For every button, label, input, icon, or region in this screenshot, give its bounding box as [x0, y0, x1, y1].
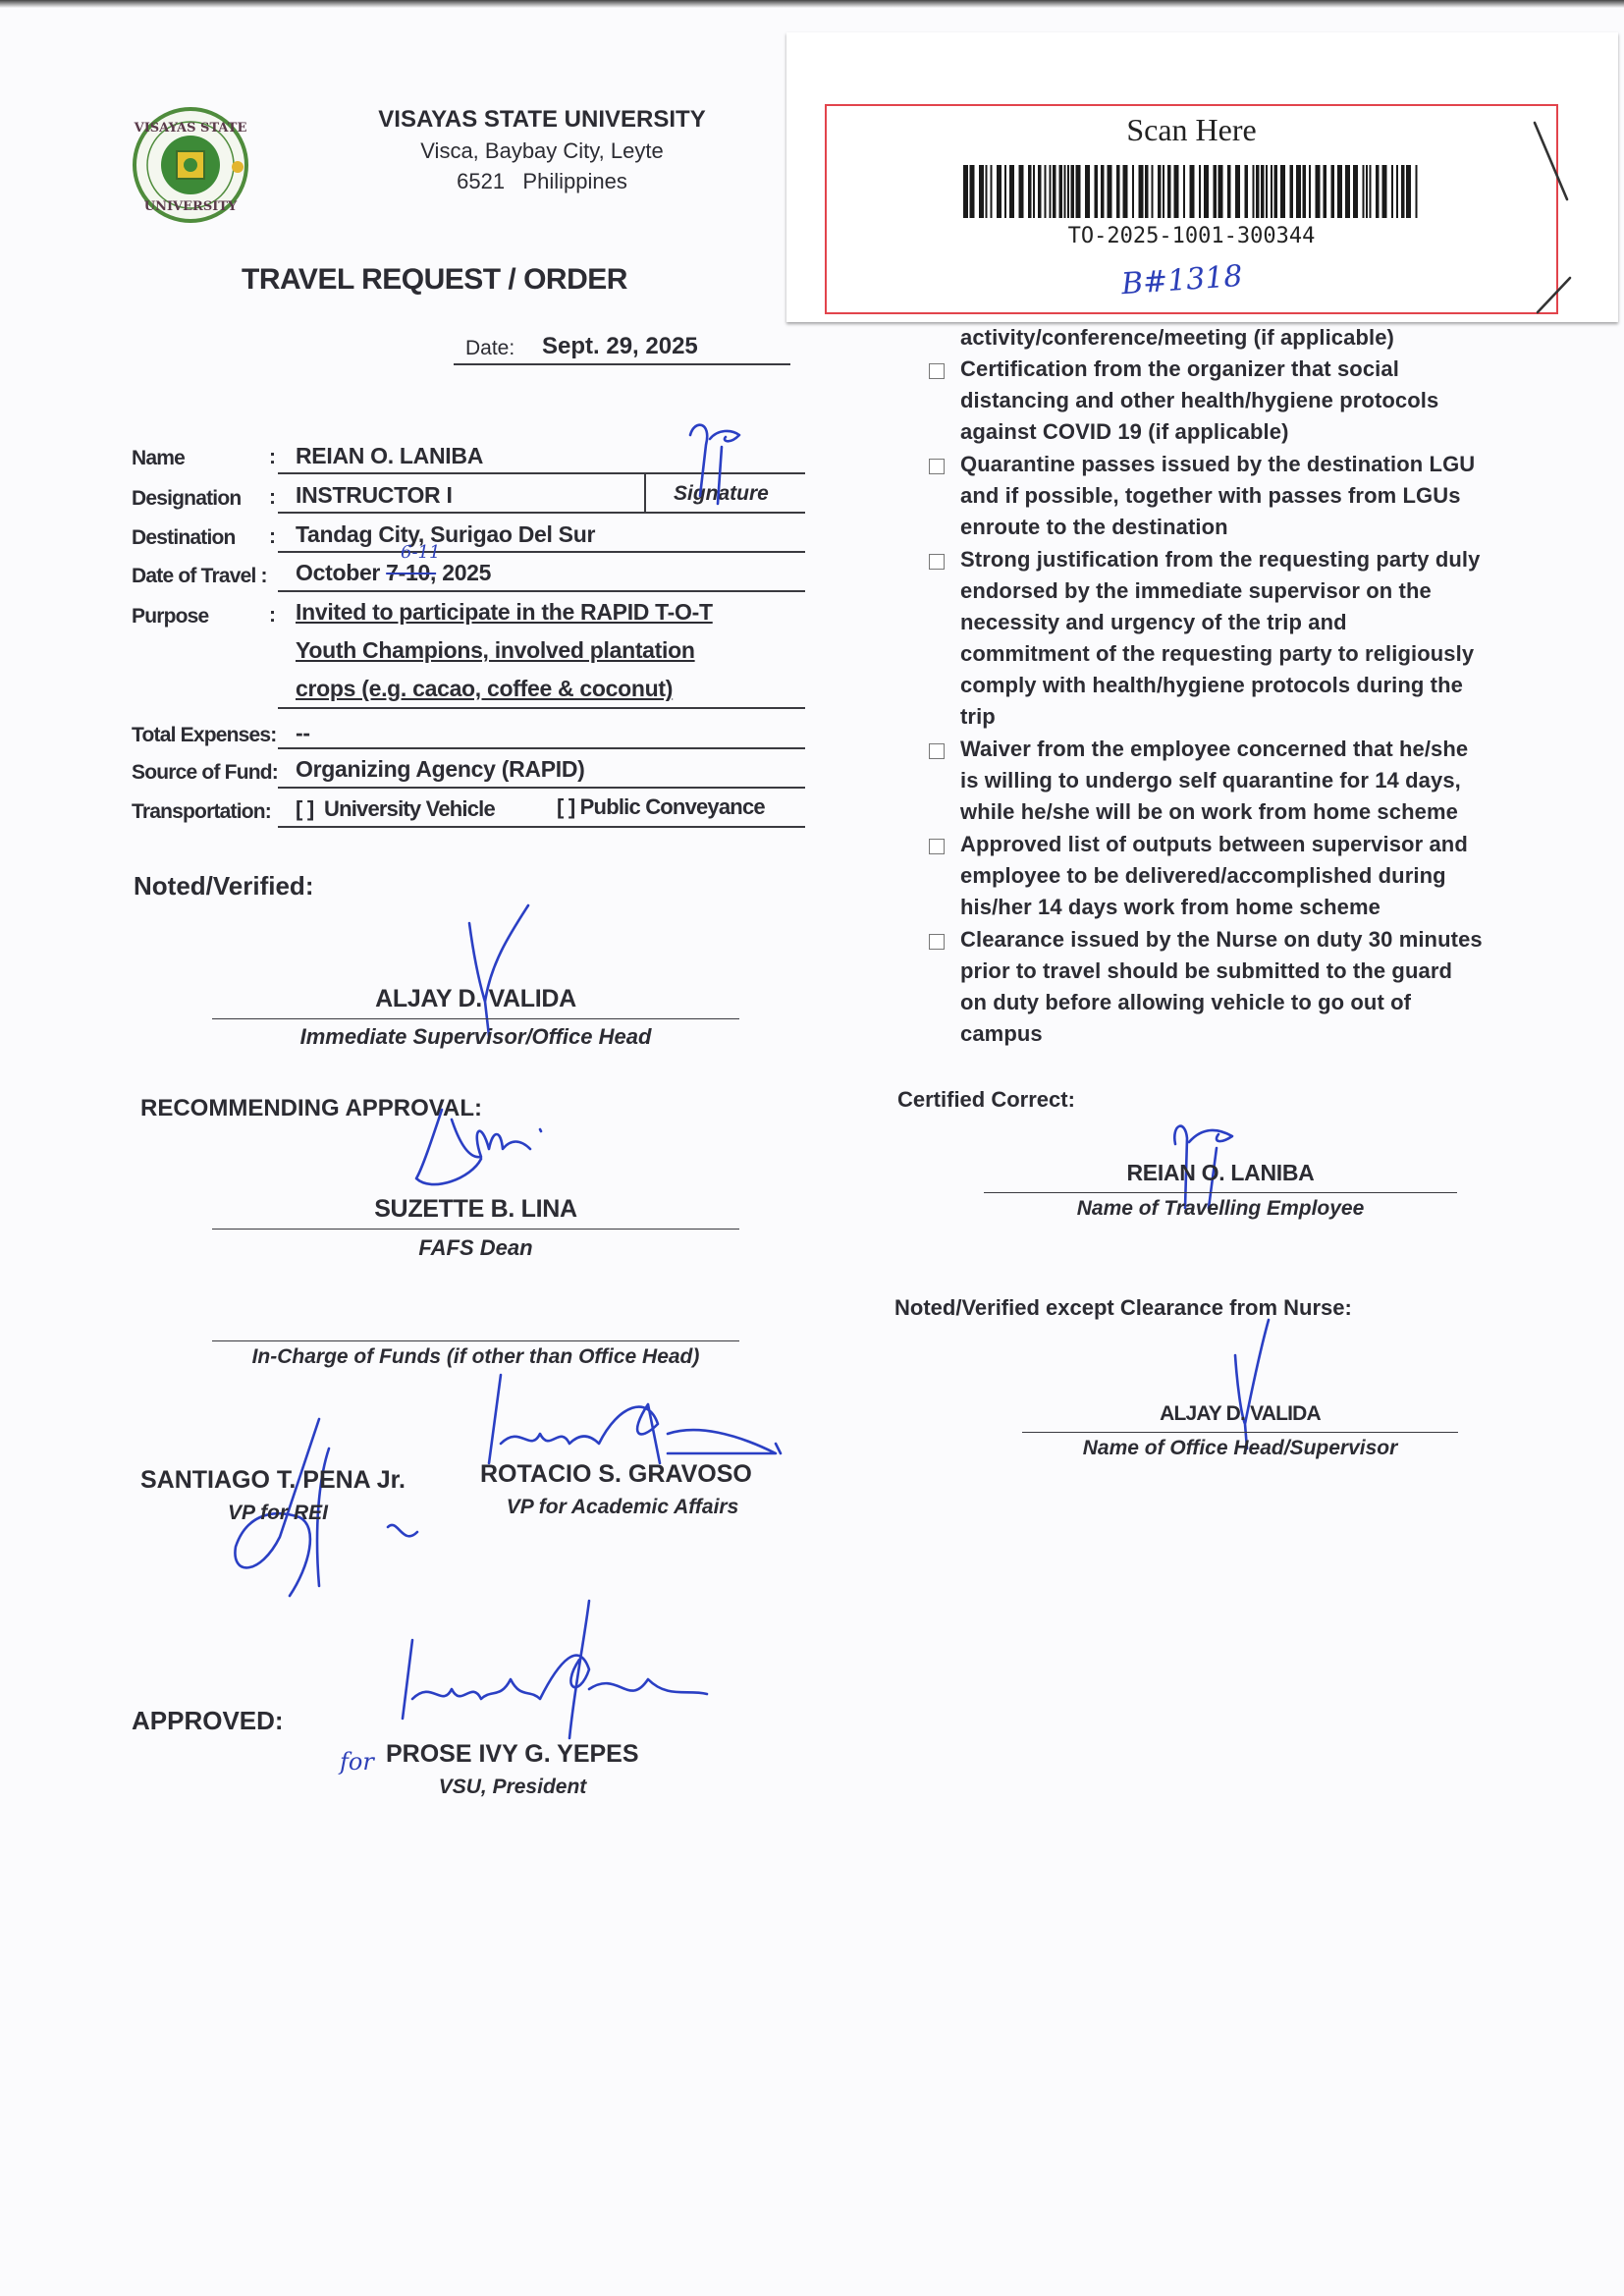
approved-label: APPROVED: — [132, 1706, 284, 1735]
barcode-bar — [1280, 165, 1285, 218]
barcode-bar — [1004, 165, 1006, 218]
colon: : — [269, 446, 276, 468]
total-expenses-value: -- — [296, 720, 310, 745]
checklist-item-text: Strong justification from the requesting party duly endorsed by the immediate supervisor on the necessity and urgency of the trip and commitment of the requesting party to religiously comply with health/hygiene protocols during the trip — [960, 547, 1481, 729]
barcode-bar — [1331, 165, 1335, 218]
checklist-checkbox[interactable] — [929, 934, 945, 950]
barcode-bar — [1396, 165, 1398, 218]
barcode-bar — [1095, 165, 1099, 218]
supervisor-line — [212, 1018, 739, 1019]
dean-name: SUZETTE B. LINA — [374, 1195, 577, 1223]
date-correction-handwritten: 6-11 — [401, 542, 441, 563]
supervisor-name: ALJAY D. VALIDA — [375, 985, 576, 1012]
checklist-item-text: Quarantine passes issued by the destination LGU and if possible, together with passes from LGUs enroute to the destination — [960, 452, 1476, 539]
barcode-bar — [997, 165, 1001, 218]
barcode-bar — [1009, 165, 1014, 218]
total-expenses-underline — [278, 747, 805, 749]
barcode-bar — [1071, 165, 1075, 218]
barcode-bar — [1370, 165, 1372, 218]
source-of-fund-value: Organizing Agency (RAPID) — [296, 756, 585, 782]
transport-option-public-conveyance[interactable]: [ ] Public Conveyance — [557, 794, 765, 819]
colon: : — [269, 486, 276, 509]
barcode-bar — [1101, 165, 1105, 218]
barcode-bar — [1416, 165, 1418, 218]
barcode-bar — [1401, 165, 1405, 218]
designation-value: INSTRUCTOR I — [296, 482, 453, 508]
barcode-bar — [1218, 165, 1223, 218]
checklist-checkbox[interactable] — [929, 839, 945, 854]
barcode-bar — [1050, 165, 1052, 218]
funds-title: In-Charge of Funds (if other than Office Head) — [251, 1345, 700, 1368]
transport-option-university-vehicle[interactable]: [ ] University Vehicle — [296, 796, 495, 821]
signature-label: Signature — [674, 482, 769, 505]
purpose-underline — [278, 707, 805, 709]
checklist-item-text: Waiver from the employee concerned that he/she is willing to undergo self quarantine for 14 days, while he/she will be on work from home scheme — [960, 737, 1469, 824]
vpaa-name: ROTACIO S. GRAVOSO — [480, 1460, 752, 1488]
barcode-bar — [991, 165, 993, 218]
barcode-bar — [1145, 165, 1149, 218]
date-of-travel-value — [296, 560, 491, 586]
colon: : — [269, 604, 276, 627]
checklist-item-text: Clearance issued by the Nurse on duty 30 minutes prior to travel should be submitted to the guard on duty before allowing vehicle to go out of campus — [960, 927, 1483, 1046]
barcode-bar — [1085, 165, 1090, 218]
field-label-source-of-fund: Source of Fund: — [132, 761, 278, 784]
barcode-bar — [979, 165, 984, 218]
head-line — [1022, 1432, 1458, 1433]
applicant-signature — [682, 417, 751, 506]
field-label-name: Name — [132, 447, 185, 469]
field-label-destination: Destination — [132, 526, 236, 549]
supervisor-title: Immediate Supervisor/Office Head — [299, 1024, 652, 1049]
barcode-bar — [1174, 165, 1179, 218]
date-of-travel-struck: 7-10, — [386, 560, 437, 585]
barcode-bar — [1204, 165, 1209, 218]
purpose-line-3: crops (e.g. cacao, coffee & coconut) — [296, 676, 674, 701]
barcode-bar — [1353, 165, 1358, 218]
president-for-handwritten: for — [340, 1748, 374, 1776]
barcode-bar — [1382, 165, 1387, 218]
barcode-bar — [1152, 165, 1154, 218]
date-of-travel-underline — [278, 590, 805, 592]
date-label: Date: — [465, 337, 515, 359]
vp-rei-title: VP for REI — [228, 1502, 328, 1524]
barcode-bar — [1163, 165, 1164, 218]
barcode-bar — [1256, 165, 1260, 218]
barcode-bar — [1266, 165, 1268, 218]
date-of-travel-month: October — [296, 560, 387, 585]
checklist-item-text: Approved list of outputs between supervisor and employee to be delivered/accomplished during his/her 14 days work from home scheme — [960, 832, 1468, 919]
barcode-bar — [1183, 165, 1185, 218]
barcode-frame — [825, 104, 1558, 314]
barcode[interactable] — [963, 165, 1423, 218]
barcode-bar — [963, 165, 968, 218]
tracking-code: TO-2025-1001-300344 — [1067, 224, 1316, 248]
employee-title: Name of Travelling Employee — [1076, 1197, 1365, 1220]
form-title: TRAVEL REQUEST / ORDER — [242, 263, 627, 296]
barcode-bar — [1108, 165, 1112, 218]
barcode-bar — [1076, 165, 1081, 218]
purpose-line-1: Invited to participate in the RAPID T-O-T — [296, 599, 713, 625]
barcode-bar — [1028, 165, 1032, 218]
head-title: Name of Office Head/Supervisor — [1082, 1437, 1398, 1459]
barcode-bar — [1132, 165, 1134, 218]
barcode-bar — [1309, 165, 1311, 218]
destination-underline — [278, 551, 805, 553]
date-underline — [454, 363, 790, 365]
barcode-bar — [1366, 165, 1368, 218]
employee-line — [984, 1192, 1457, 1193]
checklist-continued-line: activity/conference/meeting (if applicable) — [960, 325, 1394, 350]
checklist-item-text: Certification from the organizer that social distancing and other health/hygiene protocols against COVID 19 (if applicable) — [960, 356, 1439, 444]
barcode-bar — [1045, 165, 1047, 218]
address-line-1: Visca, Baybay City, Leyte — [420, 138, 664, 163]
vp-rei-name: SANTIAGO T. PENA Jr. — [140, 1466, 406, 1494]
colon: : — [269, 525, 276, 548]
field-label-total-expenses: Total Expenses: — [132, 724, 277, 746]
noted-verified-label: Noted/Verified: — [134, 871, 314, 901]
field-label-purpose: Purpose — [132, 605, 209, 628]
barcode-bar — [1337, 165, 1342, 218]
barcode-bar — [1190, 165, 1195, 218]
barcode-bar — [1038, 165, 1042, 218]
barcode-bar — [1290, 165, 1294, 218]
barcode-bar — [1158, 165, 1162, 218]
date-value: Sept. 29, 2025 — [542, 333, 698, 359]
barcode-bar — [1253, 165, 1255, 218]
designation-underline — [278, 512, 805, 514]
funds-line — [212, 1340, 739, 1341]
barcode-bar — [1345, 165, 1350, 218]
barcode-bar — [1324, 165, 1327, 218]
president-signature — [393, 1581, 717, 1748]
barcode-bar — [1316, 165, 1321, 218]
barcode-bar — [1167, 165, 1171, 218]
recommending-approval-label: RECOMMENDING APPROVAL: — [140, 1095, 482, 1121]
president-name: PROSE IVY G. YEPES — [386, 1740, 639, 1768]
purpose-line-2: Youth Champions, involved plantation — [296, 637, 695, 663]
dean-signature — [412, 1100, 550, 1198]
field-label-transportation: Transportation: — [132, 800, 272, 823]
field-label-designation: Designation — [132, 487, 242, 510]
barcode-bar — [1274, 165, 1278, 218]
barcode-bar — [1391, 165, 1393, 218]
field-label-date-of-travel: Date of Travel : — [132, 565, 267, 587]
head-signature — [1227, 1316, 1286, 1453]
noted-except-label: Noted/Verified except Clearance from Nurse: — [894, 1295, 1352, 1320]
date-of-travel-year: 2025 — [436, 560, 492, 585]
barcode-bar — [1116, 165, 1120, 218]
svg-text:UNIVERSITY: UNIVERSITY — [143, 199, 238, 214]
checklist-checkbox[interactable] — [929, 459, 945, 474]
source-of-fund-underline — [278, 787, 805, 789]
vpaa-title: VP for Academic Affairs — [506, 1496, 739, 1518]
barcode-bar — [1019, 165, 1024, 218]
barcode-bar — [1067, 165, 1069, 218]
barcode-bar — [1271, 165, 1272, 218]
name-value: REIAN O. LANIBA — [296, 443, 484, 468]
barcode-bar — [1227, 165, 1231, 218]
barcode-bar — [1214, 165, 1218, 218]
barcode-bar — [1303, 165, 1307, 218]
barcode-bar — [1376, 165, 1380, 218]
handwritten-reference: B#1318 — [1119, 258, 1244, 302]
barcode-bar — [1123, 165, 1128, 218]
employee-name: REIAN O. LANIBA — [1126, 1160, 1315, 1185]
checklist-checkbox[interactable] — [929, 743, 945, 759]
dean-title: FAFS Dean — [418, 1235, 533, 1260]
certified-correct-label: Certified Correct: — [897, 1087, 1075, 1112]
supervisor-signature — [461, 903, 540, 1041]
checklist-checkbox[interactable] — [929, 363, 945, 379]
transportation-underline — [278, 826, 805, 828]
barcode-bar — [1064, 165, 1066, 218]
president-title: VSU, President — [438, 1776, 587, 1798]
barcode-bar — [1139, 165, 1144, 218]
barcode-bar — [970, 165, 975, 218]
barcode-bar — [1059, 165, 1063, 218]
barcode-bar — [1296, 165, 1301, 218]
signature-divider — [644, 473, 646, 513]
barcode-bar — [986, 165, 988, 218]
barcode-bar — [1235, 165, 1240, 218]
barcode-bar — [1053, 165, 1056, 218]
barcode-bar — [1245, 165, 1249, 218]
scan-edge-shadow — [0, 0, 1624, 8]
dean-line — [212, 1229, 739, 1230]
destination-value: Tandag City, Surigao Del Sur — [296, 521, 596, 547]
svg-text:VISAYAS STATE: VISAYAS STATE — [134, 121, 247, 136]
scan-here-label: Scan Here — [1126, 112, 1257, 147]
university-logo — [132, 106, 249, 224]
barcode-bar — [1033, 165, 1035, 218]
barcode-bar — [1406, 165, 1411, 218]
barcode-bar — [1199, 165, 1201, 218]
barcode-bar — [1363, 165, 1365, 218]
barcode-sticker — [786, 32, 1618, 322]
address-line-2: 6521 Philippines — [457, 169, 627, 193]
university-name: VISAYAS STATE UNIVERSITY — [378, 106, 706, 133]
barcode-bar — [1261, 165, 1265, 218]
checklist-checkbox[interactable] — [929, 554, 945, 570]
head-name: ALJAY D. VALIDA — [1160, 1402, 1321, 1425]
